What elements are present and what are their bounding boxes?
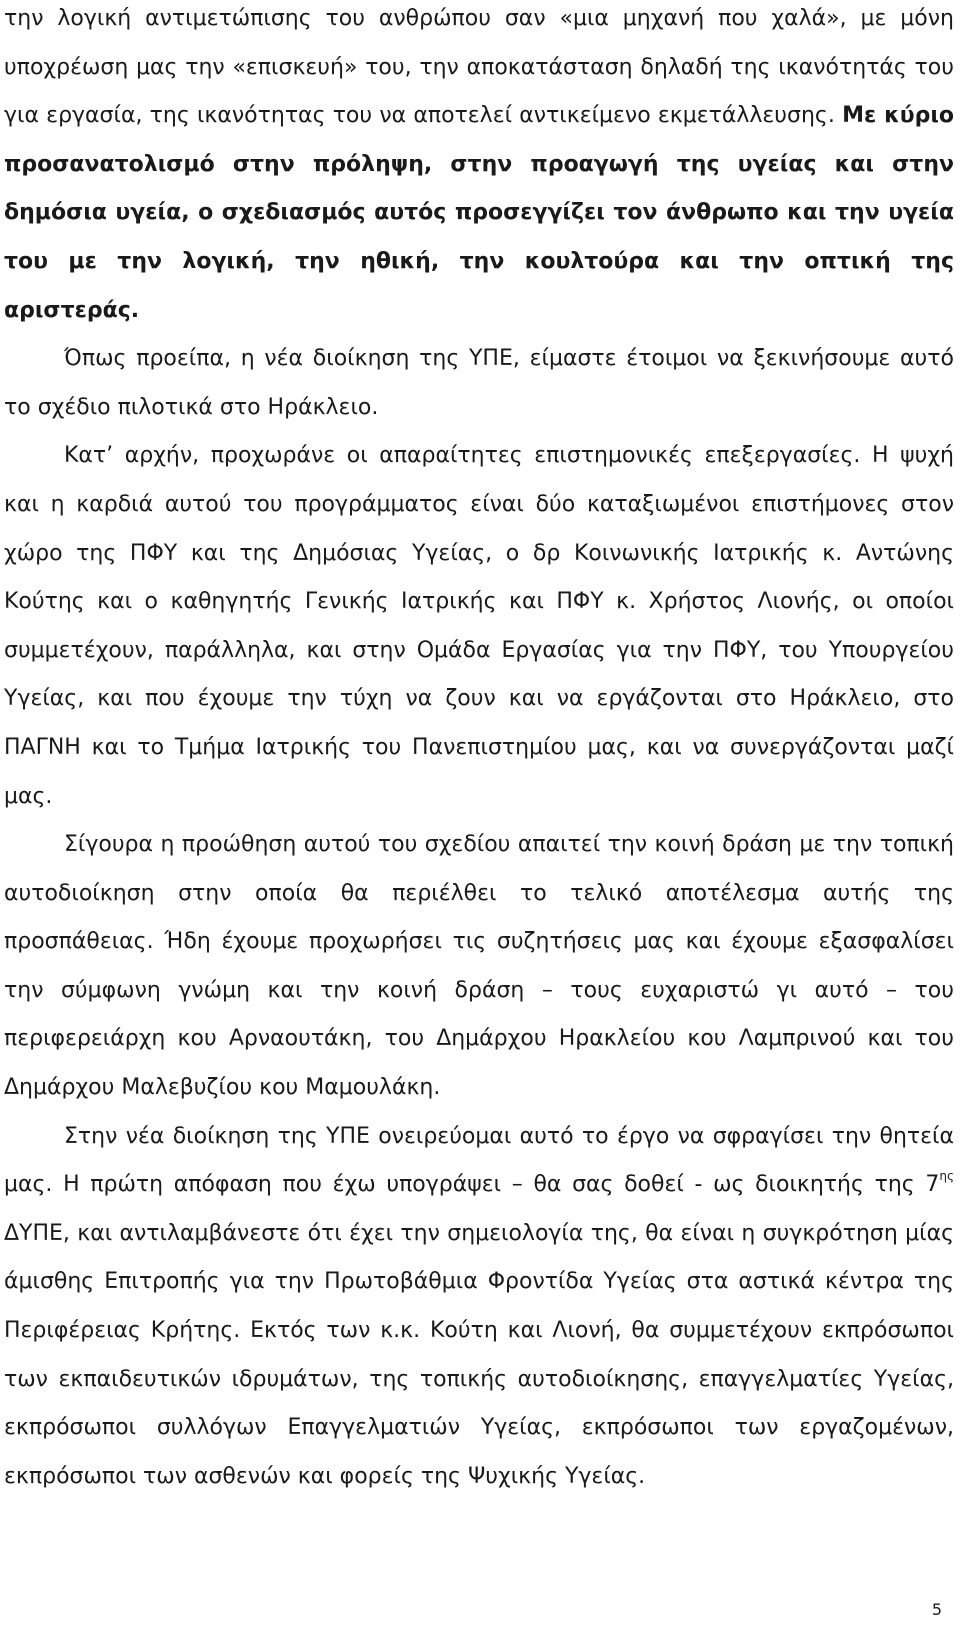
paragraph-4: Σίγουρα η προώθηση αυτού του σχεδίου απαιτεί την κοινή δράση με την τοπική αυτοδιοίκηση στην οποία θα περιέλθει το τελικό αποτέλεσμα αυτής της προσπάθειας. Ήδη έχουμε προχωρήσει τις συζητήσεις μας και έχουμε εξασφαλίσει την σύμφωνη γνώμη και την κοινή δράση – τους ευχαριστώ γι αυτό – του περιφερειάρχη κου Αρναουτάκη, του Δημάρχου Ηρακλείου κου Λαμπρινού και του Δημάρχου Μαλεβυζίου κου Μαμουλάκη.: [4, 832, 954, 1101]
paragraph-1-bold-text: Με κύριο προσανατολισμό στην πρόληψη, στην προαγωγή της υγείας και στην δημόσια υγεία, ο σχεδιασμός αυτός προσεγγίζει τον άνθρωπο και την υγεία του με την λογική, την ηθική, την κουλτούρα και την οπτική της αριστεράς.: [4, 103, 955, 323]
paragraph-3: Κατ’ αρχήν, προχωράνε οι απαραίτητες επιστημονικές επεξεργασίες. Η ψυχή και η καρδιά αυτού του προγράμματος είναι δύο καταξιωμένοι επιστήμονες στον χώρο της ΠΦΥ και της Δημόσιας Υγείας, ο δρ Κοινωνικής Ιατρικής κ. Αντώνης Κούτης και ο καθηγητής Γενικής Ιατρικής και ΠΦΥ κ. Χρήστος Λιονής, οι οποίοι συμμετέχουν, παράλληλα, και στην Ομάδα Εργασίας για την ΠΦΥ, του Υπουργείου Υγείας, και που έχουμε την τύχη να ζουν και να εργάζονται στο Ηράκλειο, στο ΠΑΓΝΗ και το Τμήμα Ιατρικής του Πανεπιστημίου μας, και να συνεργάζονται μαζί μας.: [4, 443, 954, 809]
paragraph-5: [4, 1113, 954, 1502]
paragraph-1: [4, 0, 954, 335]
document-body: [4, 0, 954, 1501]
ordinal-suffix: ης: [939, 1169, 954, 1184]
page-number: 5: [931, 1600, 942, 1619]
paragraph-5-text-a: Στην νέα διοίκηση της ΥΠΕ ονειρεύομαι αυτό το έργο να σφραγίσει την θητεία μας. Η πρώτη απόφαση που έχω υπογράψει – θα σας δοθεί - ως διοικητής της 7: [4, 1123, 954, 1198]
paragraph-2: Όπως προείπα, η νέα διοίκηση της ΥΠΕ, είμαστε έτοιμοι να ξεκινήσουμε αυτό το σχέδιο πιλοτικά στο Ηράκλειο.: [4, 346, 954, 420]
paragraph-1-text: την λογική αντιμετώπισης του ανθρώπου σαν «μια μηχανή που χαλά», με μόνη υποχρέωση μας την «επισκευή» του, την αποκατάσταση δηλαδή της ικανότητάς του για εργασία, της ικανότητας του να αποτελεί αντικείμενο εκμετάλλευσης.: [4, 6, 954, 129]
paragraph-5-text-b: ΔΥΠΕ, και αντιλαμβάνεστε ότι έχει την σημειολογία της, θα είναι η συγκρότηση μίας άμισθης Επιτροπής για την Πρωτοβάθμια Φροντίδα Υγείας στα αστικά κέντρα της Περιφέρειας Κρήτης. Εκτός των κ.κ. Κούτη και Λιονή, θα συμμετέχουν εκπρόσωποι των εκπαιδευτικών ιδρυμάτων, της τοπικής αυτοδιοίκησης, επαγγελματίες Υγείας, εκπρόσωποι συλλόγων Επαγγελματιών Υγείας, εκπρόσωποι των εργαζομένων, εκπρόσωποι των ασθενών και φορείς της Ψυχικής Υγείας.: [4, 1220, 954, 1489]
